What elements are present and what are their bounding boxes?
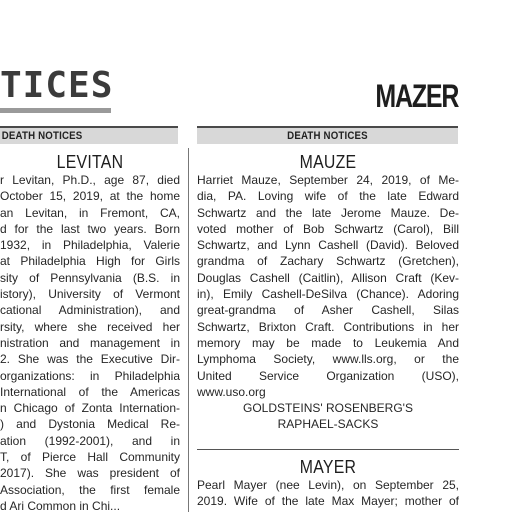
text-line: T, of Pierce Hall Community xyxy=(0,450,180,465)
obituary-text-mayer xyxy=(197,477,459,510)
text-line: 2017). She was president of xyxy=(0,466,180,481)
text-line: 2. She was the Executive Dir- xyxy=(0,352,180,367)
text-line: organizations: in Philadelphia xyxy=(0,368,180,383)
text-line: d for the last two years. Born xyxy=(0,221,180,236)
text-line: Pearl Mayer (nee Levin), on September 25, xyxy=(197,477,459,492)
text-line: Douglas Cashell (Caitlin), Allison Craft (Kev- xyxy=(197,270,459,285)
text-line: in), Emily Cashell-DeSilva (Chance). Adoring xyxy=(197,287,459,302)
text-line: Harriet Mauze, September 24, 2019, of Me- xyxy=(197,173,459,187)
death-notices-label-left: DEATH NOTICES xyxy=(1,130,83,142)
left-column xyxy=(0,152,180,512)
text-line: sity of Pennsylvania (B.S. in xyxy=(0,270,180,285)
page-header-name: MAZER xyxy=(375,78,458,114)
funeral-home-line: GOLDSTEINS' ROSENBERG'S xyxy=(243,401,413,416)
text-line: n Chicago of Zonta Internation- xyxy=(0,401,180,416)
text-line: memory may be made to Leukemia And xyxy=(197,335,459,350)
text-line: Schwartz and the late Jerome Mauze. De- xyxy=(197,205,459,220)
text-line: an Levitan, in Fremont, CA, xyxy=(0,205,180,220)
death-notices-band-right xyxy=(197,126,458,144)
text-line: Lymphoma Society, www.lls.org, or the xyxy=(197,352,459,367)
text-line: Schwartz, and Lynn Cashell (David). Beloved xyxy=(197,238,459,253)
text-line: cational Administration), and xyxy=(0,303,180,318)
obituary-name-levitan: LEVITAN xyxy=(56,152,124,172)
text-line: United Service Organization (USO), xyxy=(197,368,459,383)
text-line: d Ari Common in Chi... xyxy=(0,498,121,512)
column-divider xyxy=(188,148,189,512)
text-line: istory), University of Vermont xyxy=(0,287,180,302)
death-notices-band-left xyxy=(0,126,178,144)
text-line: Association, the first female xyxy=(0,482,180,497)
text-line: great-grandma of Asher Cashell, Silas xyxy=(197,303,459,318)
text-line: Schwartz, Brixton Craft. Contributions in her xyxy=(197,319,459,334)
text-line: www.uso.org xyxy=(197,384,266,399)
text-line: rsity, where she received her xyxy=(0,319,180,334)
section-header-notices: TICES xyxy=(0,65,114,106)
text-line: 2019. Wife of the late Max Mayer; mother of xyxy=(197,494,459,509)
obituary-text-levitan xyxy=(0,172,180,512)
text-line: ation (1992-2001), and in xyxy=(0,433,180,448)
obituary-divider xyxy=(197,449,459,450)
text-line: nistration and management in xyxy=(0,335,180,350)
text-line: at Philadelphia High for Girls xyxy=(0,254,180,269)
text-line: ) and Dystonia Medical Re- xyxy=(0,417,180,432)
text-line: International of the Americas xyxy=(0,384,180,399)
obituary-name-mayer: MAYER xyxy=(299,456,357,477)
death-notices-label-right: DEATH NOTICES xyxy=(287,130,368,142)
text-line: 1932, in Philadelphia, Valerie xyxy=(0,238,180,253)
obituary-name-mauze: MAUZE xyxy=(299,152,357,172)
text-line: October 15, 2019, at the home xyxy=(0,189,180,204)
funeral-home-line: RAPHAEL-SACKS xyxy=(277,417,379,432)
obituary-text-mauze xyxy=(197,172,459,400)
text-line: voted mother of Bob Schwartz (Carol), Bill xyxy=(197,221,459,236)
right-column xyxy=(197,152,459,512)
text-line: grandma of Zachary Schwartz (Gretchen), xyxy=(197,254,459,269)
text-line: r Levitan, Ph.D., age 87, died xyxy=(0,173,180,187)
text-line: dia, PA. Loving wife of the late Edward xyxy=(197,189,459,204)
header-underline xyxy=(0,108,111,113)
